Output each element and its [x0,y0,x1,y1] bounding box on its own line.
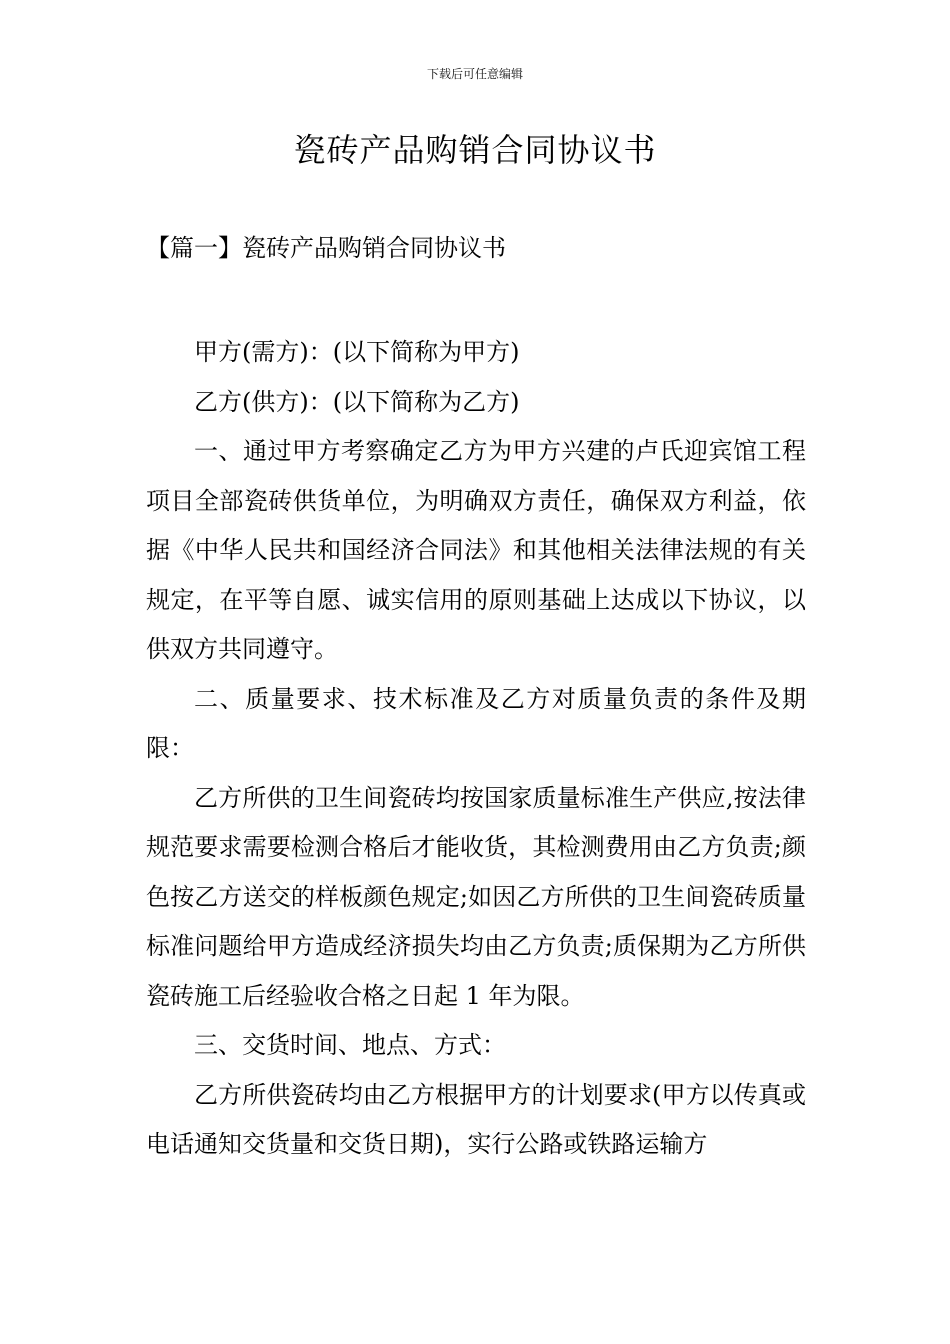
paragraph-clause-3-body: 乙方所供瓷砖均由乙方根据甲方的计划要求(甲方以传真或电话通知交货量和交货日期)，实行公路或铁路运输方 [146,1080,806,1158]
document-body [146,328,806,1170]
page-header-note: 下载后可任意编辑 [426,67,523,81]
paragraph-clause-1: 一、通过甲方考察确定乙方为甲方兴建的卢氏迎宾馆工程项目全部瓷砖供货单位，为明确双方责任，确保双方利益，依据《中华人民共和国经济合同法》和其他相关法律法规的有关规定，在平等自愿、诚实信用的原则基础上达成以下协议，以供双方共同遵守。 [146,437,806,663]
paragraph-clause-2-body: 乙方所供的卫生间瓷砖均按国家质量标准生产供应,按法律规范要求需要检测合格后才能收货，其检测费用由乙方负责;颜色按乙方送交的样板颜色规定;如因乙方所供的卫生间瓷砖质量标准问题给甲方造成经济损失均由乙方负责;质保期为乙方所供瓷砖施工后经验收合格之日起 1 年为限。 [146,783,806,1010]
paragraph-clause-2-heading: 二、质量要求、技术标准及乙方对质量负责的条件及期限： [146,684,806,762]
paragraph-clause-3-heading: 三、交货时间、地点、方式： [194,1031,506,1059]
section-heading: 【篇一】瓷砖产品购销合同协议书 [146,234,506,262]
paragraph-party-a: 甲方(需方)：(以下简称为甲方) [194,338,520,366]
paragraph-party-b: 乙方(供方)：(以下简称为乙方) [194,387,520,416]
document-title: 瓷砖产品购销合同协议书 [293,131,657,169]
